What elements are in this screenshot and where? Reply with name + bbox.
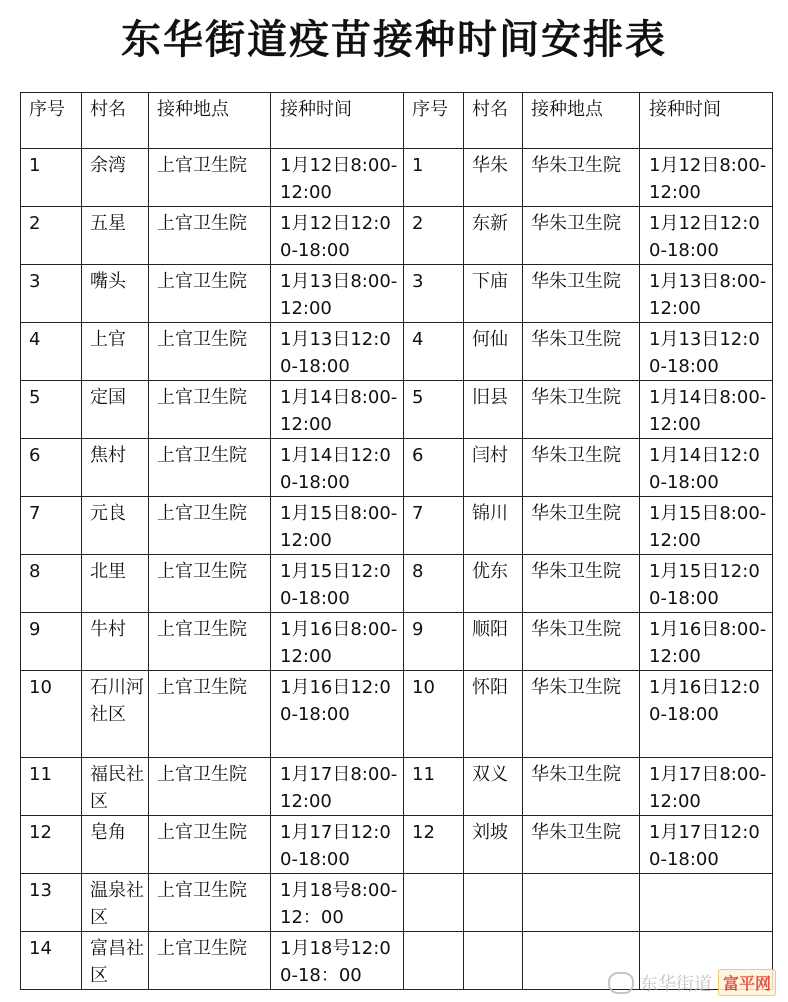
header-cell: 村名 <box>82 93 149 149</box>
right-time-cell: 1月13日8:00-12:00 <box>640 265 773 323</box>
right-no-cell: 4 <box>404 323 464 381</box>
left-village-cell: 五星 <box>82 207 149 265</box>
left-village-cell: 富昌社区 <box>82 932 149 990</box>
right-no-cell: 1 <box>404 149 464 207</box>
left-village-cell: 上官 <box>82 323 149 381</box>
table-row <box>21 381 773 439</box>
left-time-cell: 1月14日8:00-12:00 <box>271 381 404 439</box>
right-village-cell: 东新 <box>464 207 523 265</box>
left-no-cell: 3 <box>21 265 82 323</box>
right-place-cell: 华朱卫生院 <box>523 149 640 207</box>
header-cell: 接种时间 <box>271 93 404 149</box>
left-place-cell: 上官卫生院 <box>149 381 271 439</box>
table-row <box>21 758 773 816</box>
right-time-cell: 1月16日8:00-12:00 <box>640 613 773 671</box>
left-no-cell: 5 <box>21 381 82 439</box>
right-no-cell <box>404 874 464 932</box>
header-cell: 接种时间 <box>640 93 773 149</box>
right-place-cell: 华朱卫生院 <box>523 758 640 816</box>
left-place-cell: 上官卫生院 <box>149 207 271 265</box>
right-no-cell: 6 <box>404 439 464 497</box>
left-time-cell: 1月13日8:00-12:00 <box>271 265 404 323</box>
table-row <box>21 555 773 613</box>
left-no-cell: 7 <box>21 497 82 555</box>
right-time-cell: 1月16日12:00-18:00 <box>640 671 773 758</box>
left-village-cell: 元良 <box>82 497 149 555</box>
watermark-text: 东华街道 <box>639 973 712 995</box>
left-place-cell: 上官卫生院 <box>149 497 271 555</box>
left-time-cell: 1月18号12:00-18：00 <box>271 932 404 990</box>
left-place-cell: 上官卫生院 <box>149 758 271 816</box>
header-cell: 序号 <box>404 93 464 149</box>
right-village-cell: 闫村 <box>464 439 523 497</box>
left-time-cell: 1月15日12:00-18:00 <box>271 555 404 613</box>
right-village-cell: 双义 <box>464 758 523 816</box>
right-no-cell: 10 <box>404 671 464 758</box>
right-village-cell: 锦川 <box>464 497 523 555</box>
table-row <box>21 265 773 323</box>
right-no-cell: 5 <box>404 381 464 439</box>
table-row <box>21 874 773 932</box>
left-no-cell: 10 <box>21 671 82 758</box>
right-time-cell: 1月17日12:00-18:00 <box>640 816 773 874</box>
left-place-cell: 上官卫生院 <box>149 671 271 758</box>
table-row <box>21 149 773 207</box>
right-no-cell: 12 <box>404 816 464 874</box>
left-time-cell: 1月14日12:00-18:00 <box>271 439 404 497</box>
left-no-cell: 4 <box>21 323 82 381</box>
right-time-cell: 1月15日12:00-18:00 <box>640 555 773 613</box>
right-village-cell: 下庙 <box>464 265 523 323</box>
left-time-cell: 1月16日12:00-18:00 <box>271 671 404 758</box>
right-village-cell: 优东 <box>464 555 523 613</box>
left-place-cell: 上官卫生院 <box>149 149 271 207</box>
left-time-cell: 1月13日12:00-18:00 <box>271 323 404 381</box>
right-time-cell: 1月12日8:00-12:00 <box>640 149 773 207</box>
left-place-cell: 上官卫生院 <box>149 613 271 671</box>
right-village-cell: 刘坡 <box>464 816 523 874</box>
left-place-cell: 上官卫生院 <box>149 816 271 874</box>
right-place-cell: 华朱卫生院 <box>523 439 640 497</box>
left-village-cell: 牛村 <box>82 613 149 671</box>
left-time-cell: 1月15日8:00-12:00 <box>271 497 404 555</box>
left-no-cell: 8 <box>21 555 82 613</box>
right-village-cell <box>464 874 523 932</box>
right-no-cell: 8 <box>404 555 464 613</box>
right-village-cell: 何仙 <box>464 323 523 381</box>
left-time-cell: 1月16日8:00-12:00 <box>271 613 404 671</box>
left-village-cell: 北里 <box>82 555 149 613</box>
right-place-cell: 华朱卫生院 <box>523 265 640 323</box>
right-village-cell: 顺阳 <box>464 613 523 671</box>
left-no-cell: 12 <box>21 816 82 874</box>
left-village-cell: 焦村 <box>82 439 149 497</box>
right-place-cell: 华朱卫生院 <box>523 613 640 671</box>
wechat-icon <box>608 972 634 994</box>
left-no-cell: 11 <box>21 758 82 816</box>
header-cell: 接种地点 <box>149 93 271 149</box>
left-no-cell: 14 <box>21 932 82 990</box>
right-no-cell: 2 <box>404 207 464 265</box>
left-village-cell: 石川河社区 <box>82 671 149 758</box>
right-village-cell: 华朱 <box>464 149 523 207</box>
right-place-cell: 华朱卫生院 <box>523 671 640 758</box>
left-place-cell: 上官卫生院 <box>149 555 271 613</box>
right-no-cell: 7 <box>404 497 464 555</box>
right-place-cell <box>523 874 640 932</box>
table-row <box>21 323 773 381</box>
left-no-cell: 9 <box>21 613 82 671</box>
right-no-cell <box>404 932 464 990</box>
table-row <box>21 207 773 265</box>
right-place-cell: 华朱卫生院 <box>523 207 640 265</box>
left-no-cell: 1 <box>21 149 82 207</box>
watermark <box>608 969 776 996</box>
right-no-cell: 11 <box>404 758 464 816</box>
left-village-cell: 皂角 <box>82 816 149 874</box>
left-place-cell: 上官卫生院 <box>149 323 271 381</box>
right-time-cell: 1月17日8:00-12:00 <box>640 758 773 816</box>
table-row <box>21 439 773 497</box>
right-village-cell: 怀阳 <box>464 671 523 758</box>
right-place-cell: 华朱卫生院 <box>523 816 640 874</box>
right-time-cell: 1月14日8:00-12:00 <box>640 381 773 439</box>
left-no-cell: 2 <box>21 207 82 265</box>
header-cell: 序号 <box>21 93 82 149</box>
table-row <box>21 671 773 758</box>
right-time-cell: 1月15日8:00-12:00 <box>640 497 773 555</box>
left-time-cell: 1月17日8:00-12:00 <box>271 758 404 816</box>
right-place-cell: 华朱卫生院 <box>523 323 640 381</box>
left-village-cell: 嘴头 <box>82 265 149 323</box>
left-place-cell: 上官卫生院 <box>149 874 271 932</box>
right-no-cell: 9 <box>404 613 464 671</box>
right-time-cell <box>640 874 773 932</box>
left-village-cell: 定国 <box>82 381 149 439</box>
header-cell: 接种地点 <box>523 93 640 149</box>
right-place-cell: 华朱卫生院 <box>523 381 640 439</box>
right-time-cell: 1月13日12:00-18:00 <box>640 323 773 381</box>
left-village-cell: 福民社区 <box>82 758 149 816</box>
left-no-cell: 6 <box>21 439 82 497</box>
left-time-cell: 1月12日12:00-18:00 <box>271 207 404 265</box>
header-cell: 村名 <box>464 93 523 149</box>
right-time-cell: 1月12日12:00-18:00 <box>640 207 773 265</box>
table-row <box>21 816 773 874</box>
left-time-cell: 1月12日8:00-12:00 <box>271 149 404 207</box>
right-no-cell: 3 <box>404 265 464 323</box>
table-row <box>21 613 773 671</box>
watermark-logo: 富平网 <box>718 969 776 996</box>
vaccination-schedule-table <box>20 92 773 990</box>
right-village-cell <box>464 932 523 990</box>
page-title: 东华街道疫苗接种时间安排表 <box>121 17 667 63</box>
left-place-cell: 上官卫生院 <box>149 265 271 323</box>
right-time-cell: 1月14日12:00-18:00 <box>640 439 773 497</box>
table-row <box>21 497 773 555</box>
left-time-cell: 1月18号8:00-12：00 <box>271 874 404 932</box>
table-header-row <box>21 93 773 149</box>
right-place-cell: 华朱卫生院 <box>523 555 640 613</box>
left-village-cell: 温泉社区 <box>82 874 149 932</box>
left-time-cell: 1月17日12:00-18:00 <box>271 816 404 874</box>
left-place-cell: 上官卫生院 <box>149 932 271 990</box>
right-place-cell: 华朱卫生院 <box>523 497 640 555</box>
left-no-cell: 13 <box>21 874 82 932</box>
right-village-cell: 旧县 <box>464 381 523 439</box>
left-village-cell: 余湾 <box>82 149 149 207</box>
left-place-cell: 上官卫生院 <box>149 439 271 497</box>
